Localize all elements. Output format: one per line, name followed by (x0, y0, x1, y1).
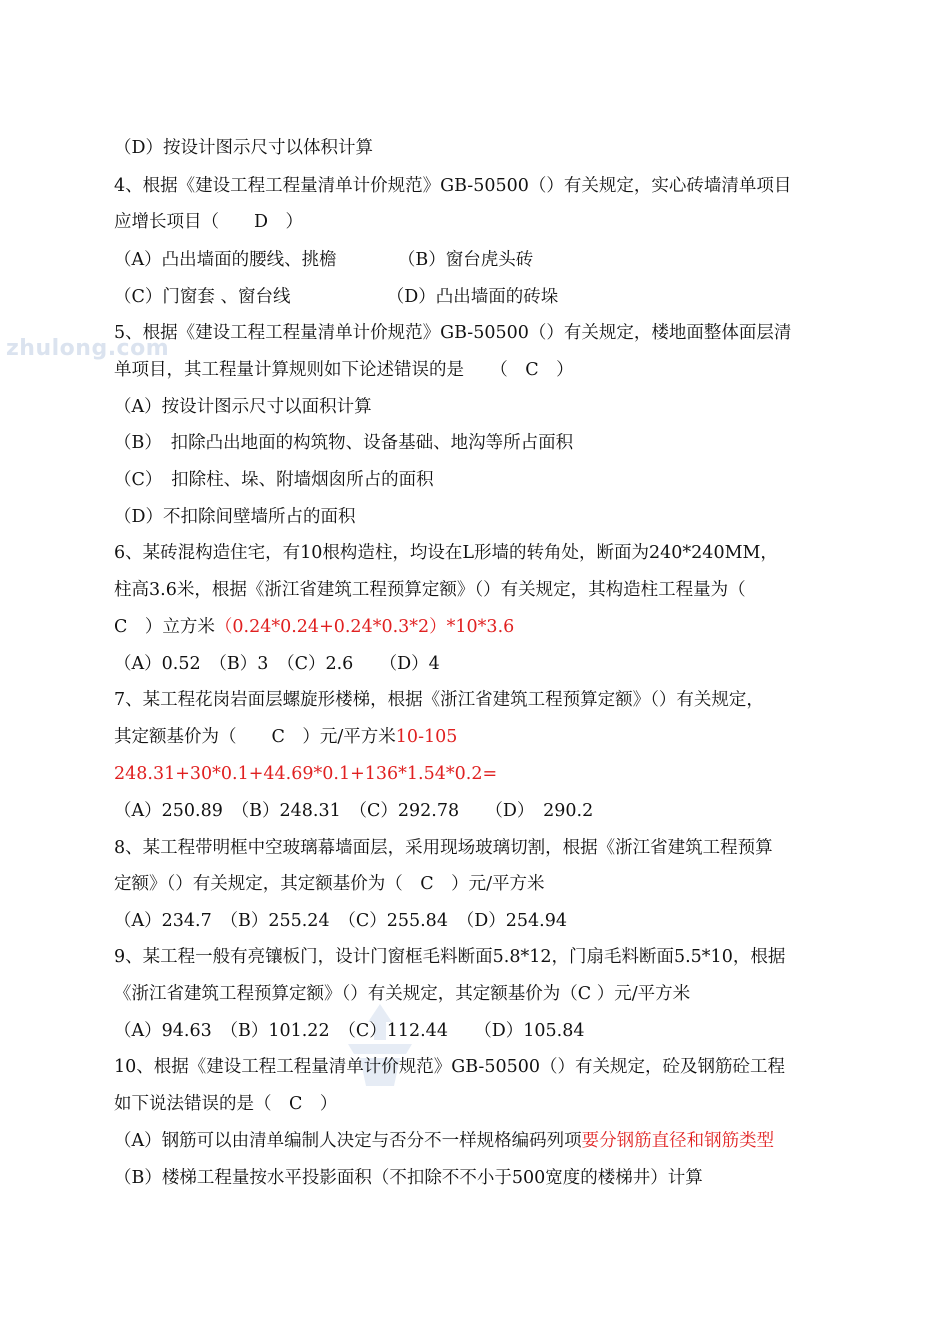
text-line (114, 615, 844, 639)
text-line (114, 652, 844, 676)
line-text: 如下说法错误的是（ C ） (114, 1094, 338, 1114)
text-line (114, 945, 844, 969)
line-text: （B）楼梯工程量按水平投影面积（不扣除不不小于500宽度的楼梯井）计算 (114, 1168, 703, 1188)
annotation-text: 248.31+30*0.1+44.69*0.1+136*1.54*0.2= (114, 764, 498, 784)
line-text: 《浙江省建筑工程预算定额》（）有关规定，其定额基价为（C ）元/平方米 (114, 984, 691, 1004)
text-line (114, 395, 844, 419)
text-line (114, 1166, 844, 1190)
text-line (114, 578, 844, 602)
line-text: 4、根据《建设工程工程量清单计价规范》GB-50500（）有关规定，实心砖墙清单项目 (114, 176, 792, 196)
text-line (114, 799, 844, 823)
text-line (114, 210, 844, 234)
line-text: （A）按设计图示尺寸以面积计算 (114, 397, 372, 417)
text-line (114, 872, 844, 896)
text-line (114, 1019, 844, 1043)
text-line (114, 725, 844, 749)
text-line (114, 431, 844, 455)
line-text: 9、某工程一般有亮镶板门，设计门窗框毛料断面5.8*12，门扇毛料断面5.5*10，根据 (114, 947, 786, 967)
line-text: （A）凸出墙面的腰线、挑檐 （B）窗台虎头砖 (114, 250, 534, 270)
text-line (114, 321, 844, 345)
annotation-text: （0.24*0.24+0.24*0.3*2）*10*3.6 (214, 617, 515, 637)
line-text: 8、某工程带明框中空玻璃幕墙面层，采用现场玻璃切割，根据《浙江省建筑工程预算 (114, 838, 773, 858)
annotation-text: 要分钢筋直径和钢筋类型 (581, 1131, 775, 1151)
line-text: 应增长项目（ D ） (114, 212, 304, 232)
line-text: C ）立方米 (114, 617, 215, 637)
line-text: 7、某工程花岗岩面层螺旋形楼梯，根据《浙江省建筑工程预算定额》（）有关规定， (114, 690, 764, 710)
text-line (114, 174, 844, 198)
text-line (114, 688, 844, 712)
line-text: 柱高3.6米，根据《浙江省建筑工程预算定额》（）有关规定，其构造柱工程量为（ (114, 580, 746, 600)
text-line (114, 285, 844, 309)
line-text: （B） 扣除凸出地面的构筑物、设备基础、地沟等所占面积 (114, 433, 574, 453)
line-text: 5、根据《建设工程工程量清单计价规范》GB-50500（）有关规定，楼地面整体面层清 (114, 323, 792, 343)
line-text: （A）钢筋可以由清单编制人决定与否分不一样规格编码列项 (114, 1131, 582, 1151)
annotation-text: 10-105 (395, 727, 458, 747)
line-text: （A）94.63 （B）101.22 （C）112.44 （D）105.84 (114, 1021, 585, 1041)
line-text: 10、根据《建设工程工程量清单计价规范》GB-50500（）有关规定，砼及钢筋砼工程 (114, 1057, 786, 1077)
line-text: 定额》（）有关规定，其定额基价为（ C ）元/平方米 (114, 874, 545, 894)
line-text: 单项目，其工程量计算规则如下论述错误的是 （ C ） (114, 360, 574, 380)
text-line (114, 468, 844, 492)
line-text: （D）按设计图示尺寸以体积计算 (114, 138, 374, 158)
text-line (114, 505, 844, 529)
line-text: （D）不扣除间壁墙所占的面积 (114, 507, 356, 527)
line-text: （C） 扣除柱、垛、附墙烟囱所占的面积 (114, 470, 434, 490)
line-text: 6、某砖混构造住宅，有10根构造柱，均设在L形墙的转角处，断面为240*240MM， (114, 543, 778, 563)
text-line (114, 1129, 844, 1153)
text-line (114, 1092, 844, 1116)
text-line (114, 909, 844, 933)
text-line (114, 836, 844, 860)
text-line (114, 982, 844, 1006)
text-line (114, 541, 844, 565)
line-text: （A）0.52 （B）3 （C）2.6 （D）4 (114, 654, 440, 674)
text-line (114, 762, 844, 786)
line-text: （A）250.89 （B）248.31 （C）292.78 （D） 290.2 (114, 801, 594, 821)
line-text: （A）234.7 （B）255.24 （C）255.84 （D）254.94 (114, 911, 567, 931)
text-line (114, 136, 844, 160)
line-text: 其定额基价为（ C ）元/平方米 (114, 727, 396, 747)
text-line (114, 1055, 844, 1079)
line-text: （C）门窗套 、窗台线 （D）凸出墙面的砖垛 (114, 287, 559, 307)
watermark-text: zhulong.com (6, 336, 170, 361)
text-line (114, 248, 844, 272)
text-line (114, 358, 844, 382)
